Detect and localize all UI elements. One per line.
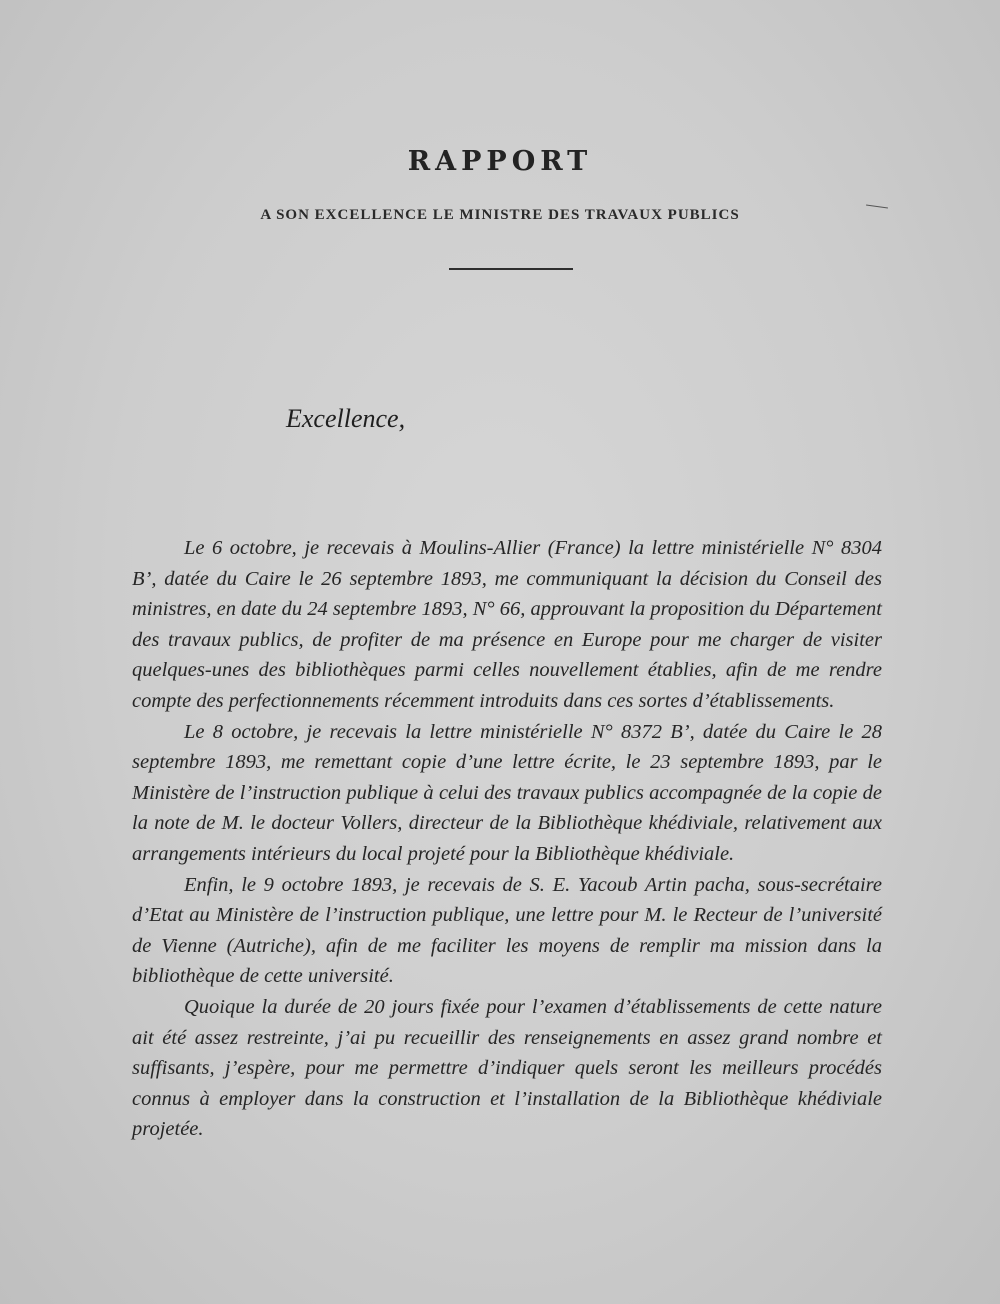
- paragraph-3: Enfin, le 9 octobre 1893, je recevais de S. E. Yacoub Artin pacha, sous-secrétaire d’Etat au Ministère de l’instruction publique, une lettre pour M. le Recteur de l’université de Vienne (Autriche), afin de me faciliter les moyens de remplir ma mission dans la bibliothèque de cette université.: [132, 873, 882, 988]
- report-body: [132, 533, 882, 1145]
- paragraph-4: Quoique la durée de 20 jours fixée pour l’examen d’établissements de cette nature ait été assez restreinte, j’ai pu recueillir des renseignements en assez grand nombre et suffisants, j’espère, pour me permettre d’indiquer quels seront les meilleurs procédés connus à employer dans la construction et l’installation de la Bibliothèque khédiviale projetée.: [132, 995, 882, 1141]
- salutation: Excellence,: [286, 404, 406, 433]
- report-subtitle: A SON EXCELLENCE LE MINISTRE DES TRAVAUX PUBLICS: [260, 207, 740, 223]
- paragraph-2: Le 8 octobre, je recevais la lettre ministérielle N° 8372 B’, datée du Caire le 28 septembre 1893, me remettant copie d’une lettre écrite, le 23 septembre 1893, par le Ministère de l’instruction publique à celui des travaux publics accompagnée de la copie de la note de M. le docteur Vollers, directeur de la Bibliothèque khédiviale, relativement aux arrangements intérieurs du local projeté pour la Bibliothèque khédiviale.: [132, 720, 882, 865]
- title-divider: [449, 268, 573, 270]
- report-title: RAPPORT: [407, 146, 593, 177]
- paragraph-1: Le 6 octobre, je recevais à Moulins-Allier (France) la lettre ministérielle N° 8304 B’, datée du Caire le 26 septembre 1893, me communiquant la décision du Conseil des ministres, en date du 24 septembre 1893, N° 66, approuvant la proposition du Département des travaux publics, de profiter de ma présence en Europe pour me charger de visiter quelques-unes des bibliothèques parmi celles nouvellement établies, afin de me rendre compte des perfectionnements récemment introduits dans ces sortes d’établissements.: [132, 537, 882, 712]
